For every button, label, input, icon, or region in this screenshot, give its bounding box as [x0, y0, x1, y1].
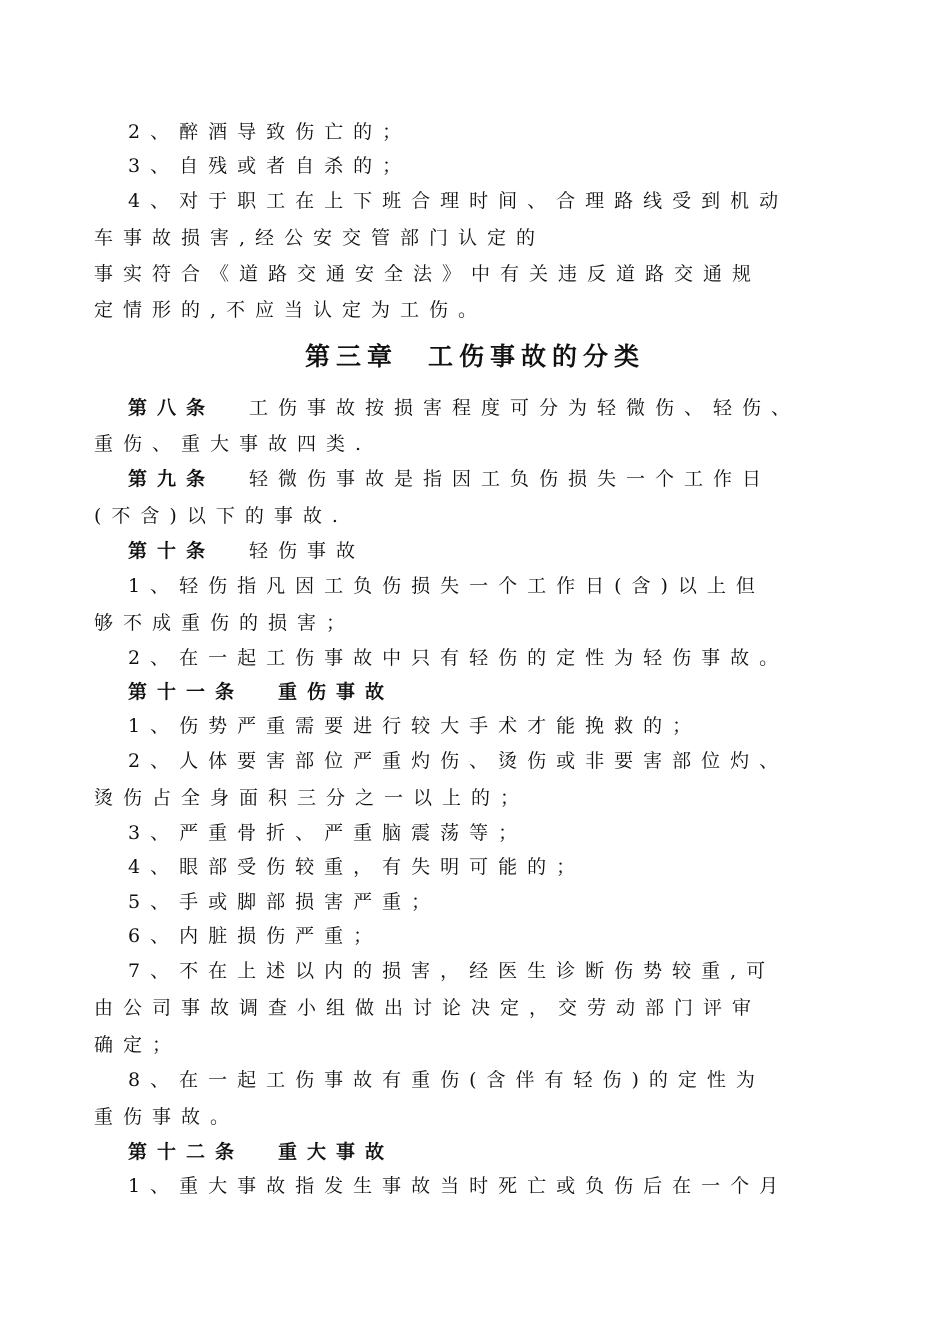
article-heading: 第十一条 [128, 681, 245, 703]
text-line: 4、眼部受伤较重，有失明可能的； [128, 856, 586, 878]
text-line: 1、伤势严重需要进行较大手术才能挽救的； [128, 715, 702, 737]
text-line: 7、不在上述以内的损害，经医生诊断伤势较重,可 [128, 960, 776, 982]
text-line: 重伤事故。 [94, 1106, 240, 1128]
text-line: 1、重大事故指发生事故当时死亡或负伤后在一个月 [128, 1175, 789, 1197]
chapter-title: 工伤事故的分类 [428, 342, 646, 371]
text-line: 3、自残或者自杀的； [128, 155, 412, 177]
text-line: 烫伤占全身面积三分之一以上的； [94, 787, 530, 809]
chapter-heading [0, 340, 950, 374]
text-line: 重伤、重大事故四类. [94, 433, 372, 455]
article-heading: 第九条 [128, 468, 216, 490]
text-line: 够不成重伤的损害； [94, 612, 356, 634]
text-line: 由公司事故调查小组做出讨论决定，交劳动部门评审 [94, 997, 762, 1019]
article-12 [128, 1140, 874, 1164]
article-8 [128, 396, 874, 420]
text-line: 5、手或脚部损害严重； [128, 891, 441, 913]
text-line: 1、轻伤指凡因工负伤损失一个工作日(含)以上但 [128, 575, 765, 597]
article-9 [128, 467, 874, 491]
text-line: 定情形的,不应当认定为工伤。 [94, 299, 488, 321]
text-line: 车事故损害,经公安交管部门认定的 [94, 227, 546, 249]
article-text: 重大事故 [278, 1141, 395, 1163]
text-line: 事实符合《道路交通安全法》中有关违反道路交通规 [94, 263, 762, 285]
article-text: 轻伤事故 [249, 540, 366, 562]
article-heading: 第十二条 [128, 1141, 245, 1163]
text-line: 确定； [94, 1034, 182, 1056]
article-heading: 第十条 [128, 540, 216, 562]
article-heading: 第八条 [128, 397, 216, 419]
text-line: 2、在一起工伤事故中只有轻伤的定性为轻伤事故。 [128, 647, 789, 669]
article-11 [128, 680, 874, 704]
text-line: 2、人体要害部位严重灼伤、烫伤或非要害部位灼、 [128, 750, 789, 772]
text-line: (不含)以下的事故. [94, 505, 348, 527]
text-line: 6、内脏损伤严重； [128, 925, 383, 947]
text-line: 4、对于职工在上下班合理时间、合理路线受到机动 [128, 190, 789, 212]
article-10 [128, 539, 874, 563]
article-text: 工伤事故按损害程度可分为轻微伤、轻伤、 [249, 397, 801, 419]
chapter-number: 第三章 [304, 342, 398, 371]
text-line: 2、醉酒导致伤亡的； [128, 121, 412, 143]
article-text: 轻微伤事故是指因工负伤损失一个工作日 [249, 468, 772, 490]
text-line: 8、在一起工伤事故有重伤(含伴有轻伤)的定性为 [128, 1069, 765, 1091]
text-line: 3、严重骨折、严重脑震荡等； [128, 822, 528, 844]
article-text: 重伤事故 [278, 681, 395, 703]
